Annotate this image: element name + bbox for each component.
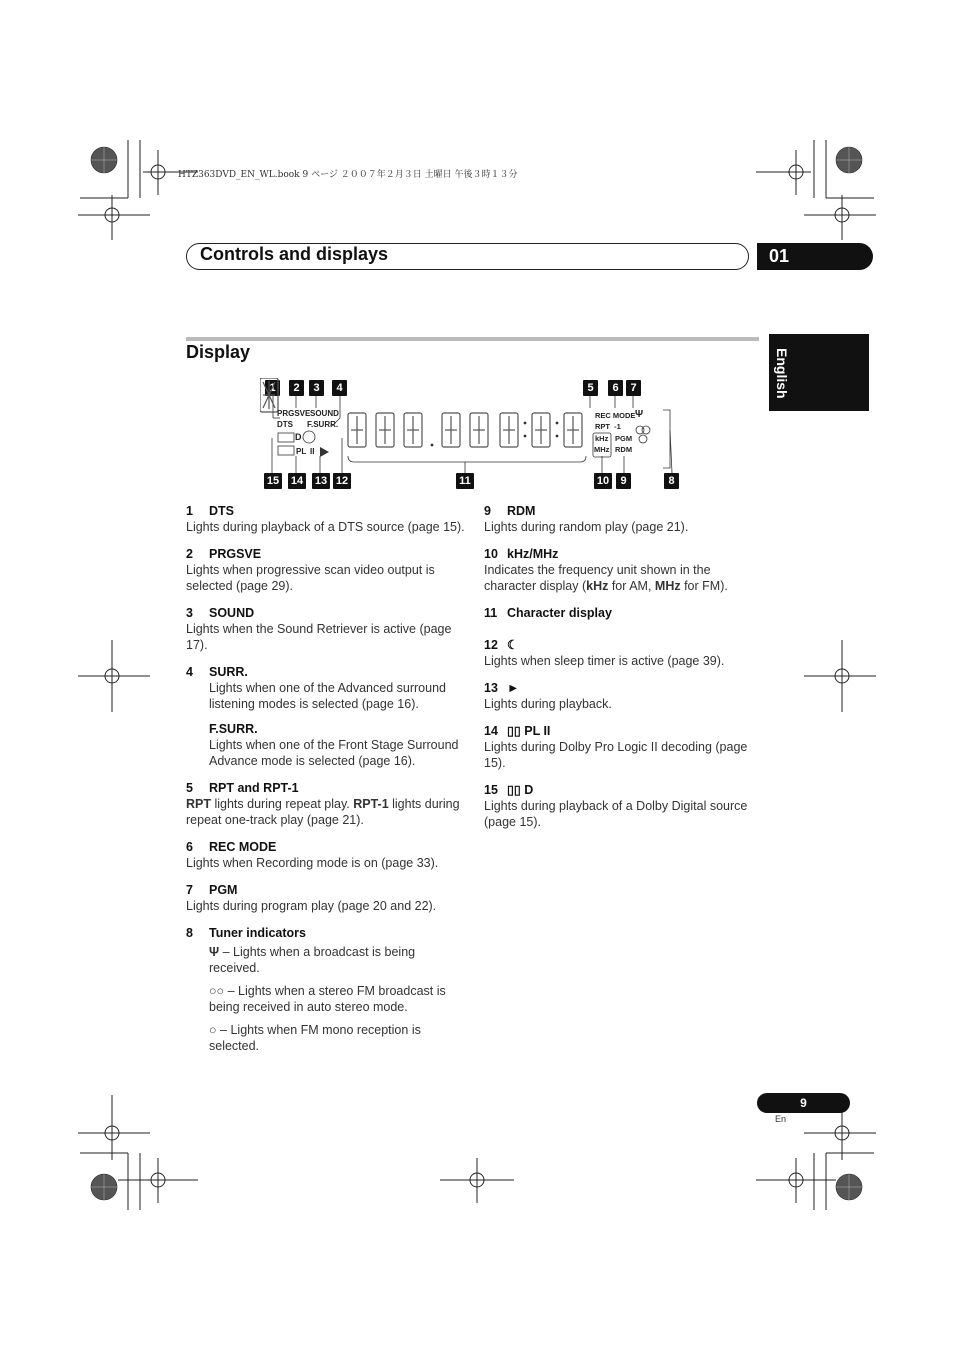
item-7-body: Lights during program play (page 20 and 22). xyxy=(186,899,437,913)
label-pgm: PGM xyxy=(615,434,633,443)
item-5-body: RPT lights during repeat play. RPT-1 lights during repeat one-track play (page 21). xyxy=(186,797,460,827)
item-3-heading: 3 SOUND xyxy=(186,606,255,620)
item-10-body: Indicates the frequency unit shown in the character display (kHz for AM, MHz for FM). xyxy=(484,563,728,593)
item-13-heading: 13 ► xyxy=(484,681,520,695)
dolby-icon: ▯▯ xyxy=(507,724,525,738)
item-4-heading: 4 SURR. xyxy=(186,665,248,679)
label-pl2: II xyxy=(310,447,315,456)
play-icon: ► xyxy=(507,681,520,695)
sleep-icon: ☾ xyxy=(507,638,519,652)
item-8-heading: 8 Tuner indicators xyxy=(186,926,307,940)
callout-13: 13 xyxy=(312,473,330,489)
antenna-icon: Ψ xyxy=(635,409,644,420)
mono-icon: ○ xyxy=(209,1023,217,1037)
item-2-heading: 2 PRGSVE xyxy=(186,547,262,561)
item-9-heading: 9 RDM xyxy=(484,504,536,518)
callout-2: 2 xyxy=(289,380,304,396)
item-2-body: Lights when progressive scan video output is selected (page 29). xyxy=(186,563,435,593)
item-10-heading: 10 kHz/MHz xyxy=(484,547,559,561)
tuner-broadcast: Ψ – Lights when a broadcast is being received. xyxy=(209,945,416,975)
label-rec-mode: REC MODE xyxy=(595,411,636,420)
item-12-body: Lights when sleep timer is active (page 39). xyxy=(484,654,725,668)
callout-9: 9 xyxy=(616,473,631,489)
callout-14: 14 xyxy=(288,473,306,489)
item-15-heading: 15 ▯▯ D xyxy=(484,783,534,797)
callout-7: 7 xyxy=(626,380,641,396)
item-15-body: Lights during playback of a Dolby Digital source (page 15). xyxy=(484,799,748,829)
tuner-stereo: ○○ – Lights when a stereo FM broadcast is being received in auto stereo mode. xyxy=(209,984,446,1014)
item-9-body: Lights during random play (page 21). xyxy=(484,520,689,534)
right-column xyxy=(484,503,759,830)
callout-15: 15 xyxy=(264,473,282,489)
item-7-heading: 7 PGM xyxy=(186,883,238,897)
left-column xyxy=(186,503,466,1054)
callout-6: 6 xyxy=(608,380,623,396)
page-language: En xyxy=(775,1114,787,1124)
chapter-number: 01 xyxy=(757,243,873,270)
section-rule xyxy=(186,337,759,341)
callout-4: 4 xyxy=(332,380,347,396)
label-fsurr: F.SURR. xyxy=(307,420,339,429)
callout-12: 12 xyxy=(333,473,351,489)
callout-10: 10 xyxy=(594,473,612,489)
item-4-sub-body: Lights when one of the Front Stage Surround Advance mode is selected (page 16). xyxy=(209,738,459,768)
page-title: Controls and displays xyxy=(200,244,389,264)
label-pl: PL xyxy=(296,447,307,456)
callout-11: 11 xyxy=(456,473,474,489)
item-1-body: Lights during playback of a DTS source (page 15). xyxy=(186,520,465,534)
item-4-body: Lights when one of the Advanced surround listening modes is selected (page 16). xyxy=(209,681,446,711)
tuner-mono: ○ – Lights when FM mono reception is selected. xyxy=(209,1023,421,1053)
item-13-body: Lights during playback. xyxy=(484,697,612,711)
label-dts: DTS xyxy=(277,420,293,429)
callout-1: 1 xyxy=(265,380,280,396)
item-6-body: Lights when Recording mode is on (page 33). xyxy=(186,856,439,870)
callout-8: 8 xyxy=(664,473,679,489)
item-4-sub-heading: F.SURR. xyxy=(209,722,258,736)
item-12-heading: 12 ☾ xyxy=(484,638,519,652)
callout-5: 5 xyxy=(583,380,598,396)
label-prgsve: PRGSVE xyxy=(277,409,311,418)
item-14-heading: 14 ▯▯ PL II xyxy=(484,724,551,738)
print-header: HTZ363DVD_EN_WL.book 9 ページ ２００７年２月３日 土曜日 午後３時１３分 xyxy=(178,170,518,180)
language-tab-label: English xyxy=(774,348,790,399)
label-mhz: MHz xyxy=(594,445,610,454)
antenna-icon: Ψ xyxy=(209,945,220,959)
label-khz: kHz xyxy=(595,434,609,443)
page-number: 9 xyxy=(757,1093,850,1113)
callout-3: 3 xyxy=(309,380,324,396)
item-11-heading: 11 Character display xyxy=(484,606,612,620)
item-5-heading: 5 RPT and RPT-1 xyxy=(186,781,299,795)
label-rpt: RPT -1 xyxy=(595,422,621,431)
item-6-heading: 6 REC MODE xyxy=(186,840,277,854)
label-d: D xyxy=(295,432,302,442)
section-title: Display xyxy=(186,342,251,362)
display-diagram xyxy=(260,378,690,490)
item-14-body: Lights during Dolby Pro Logic II decoding (page 15). xyxy=(484,740,748,770)
label-sound: SOUND xyxy=(310,409,339,418)
label-rdm: RDM xyxy=(615,445,633,454)
item-3-body: Lights when the Sound Retriever is active (page 17). xyxy=(186,622,452,652)
stereo-icon: ○○ xyxy=(209,984,225,998)
dolby-icon: ▯▯ xyxy=(507,783,525,797)
item-1-heading: 1 DTS xyxy=(186,504,234,518)
